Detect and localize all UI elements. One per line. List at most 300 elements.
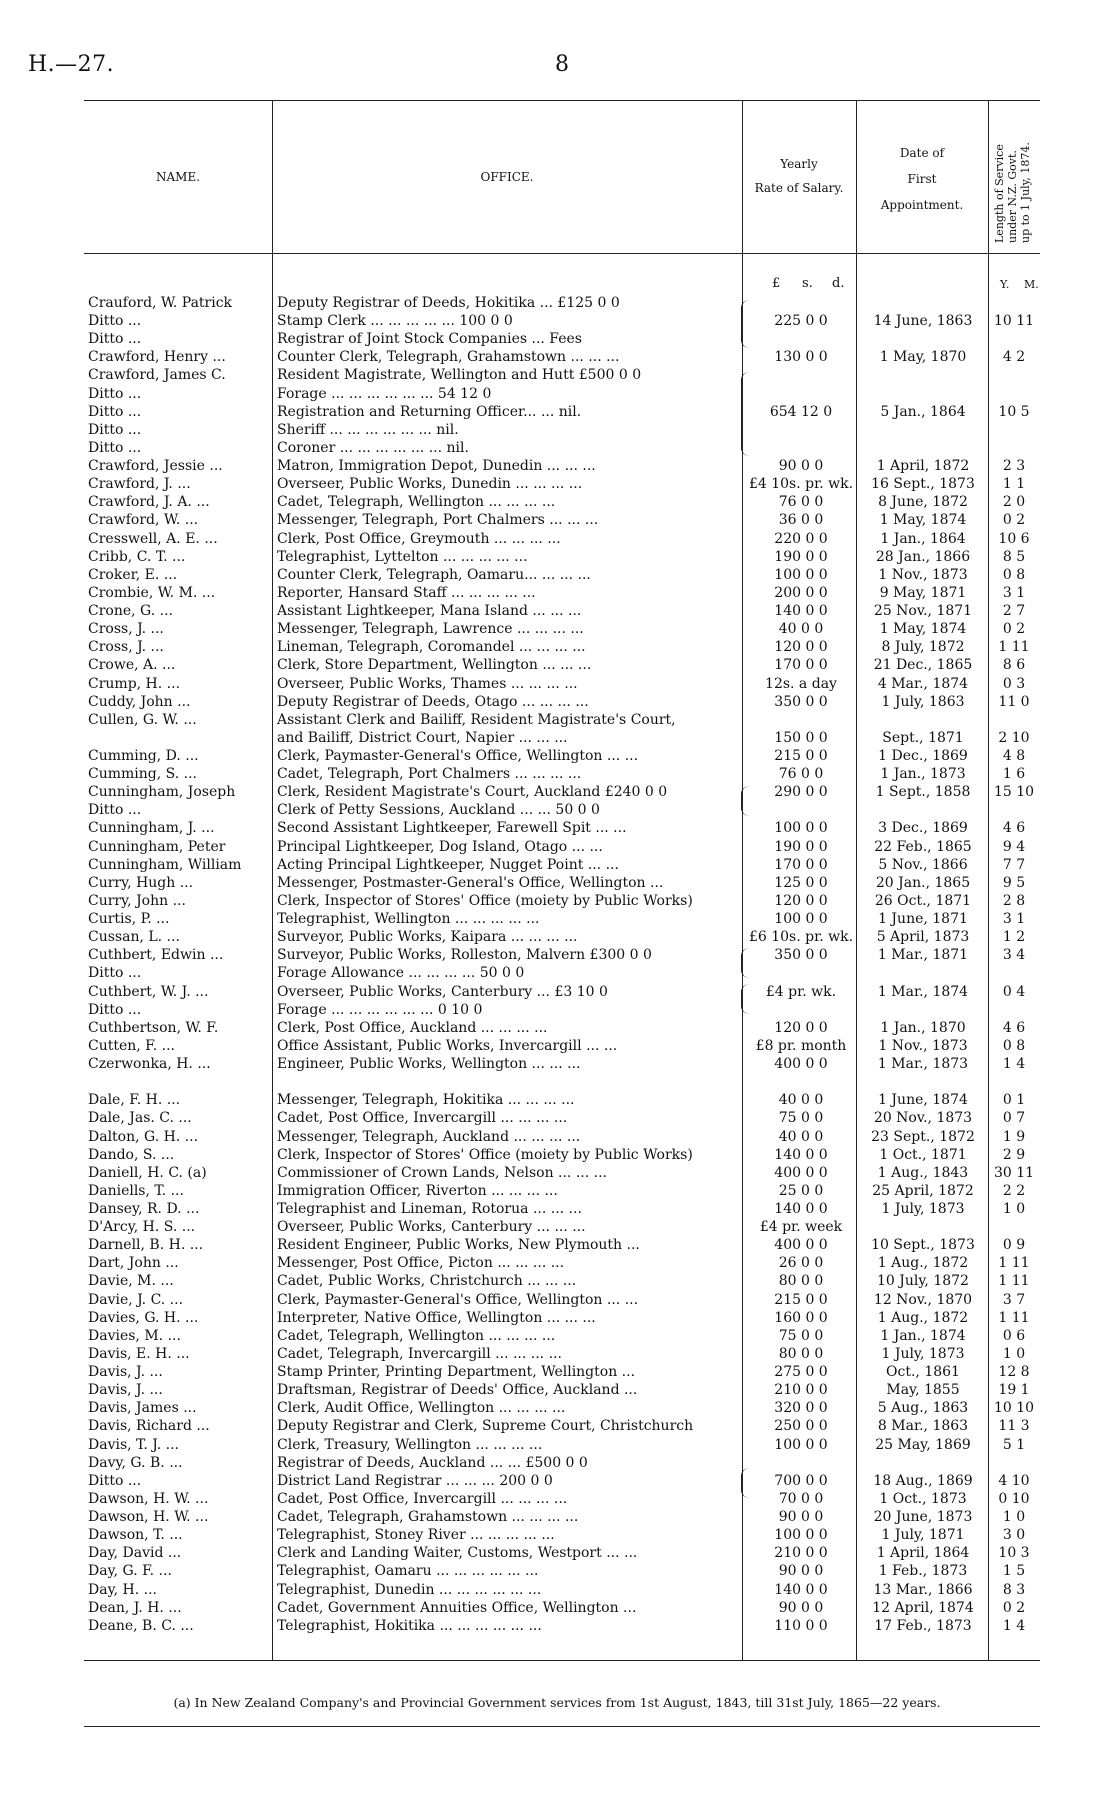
office-cell: Stamp Printer, Printing Department, Wellington ... <box>277 1364 636 1381</box>
salary-cell: 220 0 0 <box>774 530 828 547</box>
office-cell: Cadet, Telegraph, Wellington ... ... ... ... <box>277 494 556 511</box>
table-row <box>0 1562 1114 1580</box>
salary-cell: 170 0 0 <box>774 856 828 873</box>
name-cell: Crone, G. ... <box>88 603 173 620</box>
name-cell: Curtis, P. ... <box>88 911 170 928</box>
office-cell: and Bailiff, District Court, Napier ... ... ... <box>277 729 568 746</box>
salary-cell: £8 pr. month <box>755 1037 847 1054</box>
table-row <box>0 1599 1114 1617</box>
office-cell: Clerk of Petty Sessions, Auckland ... ... 50 0 0 <box>277 802 600 819</box>
date-cell: 25 May, 1869 <box>875 1436 971 1453</box>
date-cell: 1 June, 1874 <box>878 1092 968 1109</box>
office-cell: Counter Clerk, Telegraph, Grahamstown ... ... ... <box>277 349 620 366</box>
date-cell: 1 Mar., 1871 <box>877 947 969 964</box>
name-cell: Ditto ... <box>88 1472 142 1489</box>
date-cell: 1 Nov., 1873 <box>878 1037 968 1054</box>
office-cell: Deputy Registrar and Clerk, Supreme Court, Christchurch <box>277 1418 694 1435</box>
name-cell: Crawford, Henry ... <box>88 349 226 366</box>
length-cell: 11 0 <box>998 693 1030 710</box>
name-cell: Crawford, James C. <box>88 367 226 384</box>
table-row <box>0 638 1114 656</box>
name-cell: Davies, G. H. ... <box>88 1309 199 1326</box>
name-cell: Curry, John ... <box>88 892 186 909</box>
office-cell: Clerk, Store Department, Wellington ... ... ... <box>277 657 592 674</box>
office-cell: Reporter, Hansard Staff ... ... ... ... ... <box>277 584 536 601</box>
table-row <box>0 856 1114 874</box>
office-cell: Overseer, Public Works, Canterbury ... ... ... <box>277 1219 586 1236</box>
office-cell: Deputy Registrar of Deeds, Otago ... ... ... ... <box>277 693 589 710</box>
office-cell: District Land Registrar ... ... ... 200 0 0 <box>277 1472 553 1489</box>
office-cell: Clerk, Post Office, Greymouth ... ... ... ... <box>277 530 561 547</box>
salary-cell: 210 0 0 <box>774 1382 828 1399</box>
office-cell: Interpreter, Native Office, Wellington ... ... ... <box>277 1309 596 1326</box>
salary-cell: 70 0 0 <box>778 1490 824 1507</box>
salary-cell: 290 0 0 <box>774 784 828 801</box>
name-cell: Dalton, G. H. ... <box>88 1128 199 1145</box>
table-row <box>0 783 1114 801</box>
salary-cell: £4 pr. week <box>759 1219 843 1236</box>
column-header-salary <box>742 152 856 200</box>
unit-pence: d. <box>832 276 845 291</box>
table-row <box>0 964 1114 982</box>
length-cell: 8 5 <box>1002 548 1026 565</box>
length-cell: 4 2 <box>1002 349 1026 366</box>
date-cell: 8 July, 1872 <box>881 639 965 656</box>
table-row <box>0 946 1114 964</box>
salary-cell: 25 0 0 <box>778 1182 824 1199</box>
table-row <box>0 1055 1114 1073</box>
length-cell: 15 10 <box>993 784 1035 801</box>
table-row <box>0 1436 1114 1454</box>
unit-months: M. <box>1024 278 1039 291</box>
name-cell: Cribb, C. T. ... <box>88 548 186 565</box>
length-cell: 1 11 <box>998 1255 1030 1272</box>
column-header-office: OFFICE. <box>480 170 534 184</box>
table-row <box>0 602 1114 620</box>
salary-cell: 76 0 0 <box>778 494 824 511</box>
office-cell: Cadet, Telegraph, Port Chalmers ... ... ... ... <box>277 766 582 783</box>
length-cell: 0 2 <box>1002 512 1026 529</box>
length-cell: 1 4 <box>1002 1056 1026 1073</box>
office-cell: Draftsman, Registrar of Deeds' Office, Auckland ... <box>277 1382 638 1399</box>
table-row <box>0 1236 1114 1254</box>
date-cell: 1 July, 1873 <box>881 1345 965 1362</box>
date-cell: 12 Nov., 1870 <box>873 1291 973 1308</box>
length-cell: 30 11 <box>993 1164 1035 1181</box>
salary-cell: 40 0 0 <box>778 621 824 638</box>
length-cell: 1 9 <box>1002 1128 1026 1145</box>
table-row <box>0 747 1114 765</box>
column-header-date <box>856 140 988 218</box>
date-cell: 20 Jan., 1865 <box>875 874 971 891</box>
table-row <box>0 1309 1114 1327</box>
date-cell: 1 Jan., 1874 <box>880 1327 966 1344</box>
table-row <box>0 421 1114 439</box>
date-cell: 1 Oct., 1871 <box>879 1146 967 1163</box>
length-cell: 0 6 <box>1002 1327 1026 1344</box>
name-cell: Dawson, H. W. ... <box>88 1490 209 1507</box>
name-cell: Croker, E. ... <box>88 566 178 583</box>
name-cell: Crawford, J. ... <box>88 476 191 493</box>
salary-cell: 75 0 0 <box>778 1327 824 1344</box>
date-cell: 5 Jan., 1864 <box>880 403 966 420</box>
salary-cell: 215 0 0 <box>774 1291 828 1308</box>
name-cell: Crump, H. ... <box>88 675 181 692</box>
table-row <box>0 874 1114 892</box>
table-row <box>0 1164 1114 1182</box>
date-cell: Oct., 1861 <box>886 1364 960 1381</box>
column-header-length-line: under N.Z. Govt. <box>1006 150 1019 243</box>
name-cell: Davis, Richard ... <box>88 1418 210 1435</box>
length-cell: 19 1 <box>998 1382 1030 1399</box>
date-cell: 10 July, 1872 <box>877 1273 969 1290</box>
table-row <box>0 819 1114 837</box>
name-cell: Cunningham, Joseph <box>88 784 236 801</box>
salary-cell: 120 0 0 <box>774 1019 828 1036</box>
table-row <box>0 910 1114 928</box>
name-cell: Dawson, H. W. ... <box>88 1509 209 1526</box>
table-row <box>0 1200 1114 1218</box>
date-cell: 28 Jan., 1866 <box>875 548 971 565</box>
length-cell: 0 1 <box>1002 1092 1026 1109</box>
office-cell: Clerk, Paymaster-General's Office, Wellington ... ... <box>277 1291 639 1308</box>
table-row <box>0 675 1114 693</box>
date-cell: 21 Dec., 1865 <box>873 657 973 674</box>
table-row <box>0 1399 1114 1417</box>
salary-cell: 125 0 0 <box>774 874 828 891</box>
column-header-length <box>993 123 1037 243</box>
name-cell: Cumming, D. ... <box>88 748 199 764</box>
length-cell: 10 11 <box>993 313 1035 330</box>
name-cell: Day, G. F. ... <box>88 1563 172 1580</box>
length-cell: 4 8 <box>1002 748 1026 764</box>
name-cell: Davis, E. H. ... <box>88 1345 190 1362</box>
salary-cell: 150 0 0 <box>774 729 828 746</box>
length-cell: 3 1 <box>1002 911 1026 928</box>
office-cell: Coroner ... ... ... ... ... ... nil. <box>277 439 469 456</box>
date-cell: 1 Aug., 1872 <box>877 1309 969 1326</box>
salary-cell: 130 0 0 <box>774 349 828 366</box>
date-cell: 1 Jan., 1870 <box>880 1019 966 1036</box>
salary-cell: 12s. a day <box>765 675 837 692</box>
length-cell: 0 8 <box>1002 1037 1026 1054</box>
salary-cell: 100 0 0 <box>774 566 828 583</box>
name-cell: Crowe, A. ... <box>88 657 176 674</box>
salary-cell: 36 0 0 <box>778 512 824 529</box>
table-row <box>0 584 1114 602</box>
name-cell: Cunningham, William <box>88 856 242 873</box>
salary-cell: 100 0 0 <box>774 820 828 837</box>
date-cell: 12 April, 1874 <box>872 1599 974 1616</box>
page-header: H.—27. <box>28 52 115 77</box>
table-row <box>0 1327 1114 1345</box>
length-cell: 0 2 <box>1002 1599 1026 1616</box>
unit-pounds: £ <box>772 276 781 291</box>
name-cell: Dart, John ... <box>88 1255 179 1272</box>
name-cell: Davy, G. B. ... <box>88 1454 183 1471</box>
table-row <box>0 548 1114 566</box>
office-cell: Registration and Returning Officer... ... nil. <box>277 403 582 420</box>
date-cell: 5 Aug., 1863 <box>877 1400 969 1417</box>
table-row <box>0 1544 1114 1562</box>
office-cell: Resident Engineer, Public Works, New Plymouth ... <box>277 1237 640 1254</box>
office-cell: Deputy Registrar of Deeds, Hokitika ... £125 0 0 <box>277 295 620 311</box>
length-cell: 1 0 <box>1002 1201 1026 1217</box>
table-row <box>0 511 1114 529</box>
date-cell: 16 Sept., 1873 <box>871 476 975 493</box>
salary-cell: £4 pr. wk. <box>765 983 837 1000</box>
table-row <box>0 530 1114 548</box>
date-cell: 1 May, 1874 <box>879 621 967 638</box>
salary-cell: 90 0 0 <box>778 458 824 475</box>
name-cell: Ditto ... <box>88 313 142 330</box>
name-cell: Davis, James ... <box>88 1400 197 1417</box>
salary-cell: 76 0 0 <box>778 766 824 783</box>
date-cell: 9 May, 1871 <box>879 584 967 601</box>
office-cell: Resident Magistrate, Wellington and Hutt £500 0 0 <box>277 367 642 384</box>
salary-cell: 320 0 0 <box>774 1400 828 1417</box>
name-cell: Deane, B. C. ... <box>88 1617 194 1634</box>
length-cell: 0 8 <box>1002 566 1026 583</box>
length-cell: 8 3 <box>1002 1581 1026 1598</box>
table-row <box>0 729 1114 747</box>
office-cell: Clerk, Resident Magistrate's Court, Auckland £240 0 0 <box>277 784 668 801</box>
date-cell: 1 April, 1872 <box>876 458 970 475</box>
date-cell: 8 Mar., 1863 <box>877 1418 969 1435</box>
name-cell: Daniell, H. C. (a) <box>88 1164 207 1181</box>
name-cell: Davie, M. ... <box>88 1273 174 1290</box>
date-cell: 5 April, 1873 <box>876 929 970 946</box>
length-cell: 4 6 <box>1002 820 1026 837</box>
length-cell: 0 9 <box>1002 1237 1026 1254</box>
name-cell: Crawford, Jessie ... <box>88 458 223 475</box>
length-cell: 0 4 <box>1002 983 1026 1000</box>
table-row <box>0 1417 1114 1435</box>
salary-cell: 190 0 0 <box>774 838 828 855</box>
date-cell: 1 Mar., 1874 <box>877 983 969 1000</box>
name-cell: Davies, M. ... <box>88 1327 181 1344</box>
name-cell: Cunningham, J. ... <box>88 820 215 837</box>
length-cell: 7 7 <box>1002 856 1026 873</box>
office-cell: Clerk, Paymaster-General's Office, Wellington ... ... <box>277 748 639 764</box>
table-row <box>0 620 1114 638</box>
name-cell: Dando, S. ... <box>88 1146 175 1163</box>
column-header-length-line: up to 1 July, 1874. <box>1019 142 1032 243</box>
office-cell: Surveyor, Public Works, Rolleston, Malvern £300 0 0 <box>277 947 652 964</box>
length-cell: 8 6 <box>1002 657 1026 674</box>
length-cell: 1 11 <box>998 639 1030 656</box>
name-cell: Darnell, B. H. ... <box>88 1237 204 1254</box>
date-cell: 1 Jan., 1864 <box>880 530 966 547</box>
salary-cell: 160 0 0 <box>774 1309 828 1326</box>
length-cell: 1 1 <box>1002 476 1026 493</box>
length-cell: 0 7 <box>1002 1110 1026 1127</box>
date-cell: 1 Nov., 1873 <box>878 566 968 583</box>
name-cell: Cresswell, A. E. ... <box>88 530 218 547</box>
name-cell: Cross, J. ... <box>88 621 164 638</box>
office-cell: Forage ... ... ... ... ... ... 54 12 0 <box>277 385 492 402</box>
name-cell: Crawford, W. ... <box>88 512 199 529</box>
length-cell: 1 4 <box>1002 1617 1026 1634</box>
date-cell: 14 June, 1863 <box>873 313 973 330</box>
salary-cell: 75 0 0 <box>778 1110 824 1127</box>
office-cell: Cadet, Public Works, Christchurch ... ... ... <box>277 1273 577 1290</box>
date-cell: 23 Sept., 1872 <box>871 1128 975 1145</box>
name-cell: Ditto ... <box>88 802 142 819</box>
salary-cell: 120 0 0 <box>774 892 828 909</box>
name-cell: Ditto ... <box>88 421 142 438</box>
length-cell: 2 7 <box>1002 603 1026 620</box>
length-cell: 1 0 <box>1002 1509 1026 1526</box>
date-cell: 10 Sept., 1873 <box>871 1237 975 1254</box>
office-cell: Lineman, Telegraph, Coromandel ... ... ... ... <box>277 639 586 656</box>
table-row <box>0 439 1114 457</box>
salary-cell: 90 0 0 <box>778 1509 824 1526</box>
length-cell: 4 10 <box>998 1472 1030 1489</box>
salary-cell: 100 0 0 <box>774 1527 828 1544</box>
date-cell: 8 June, 1872 <box>878 494 968 511</box>
name-cell: Dawson, T. ... <box>88 1527 183 1544</box>
name-cell: Dale, F. H. ... <box>88 1092 181 1109</box>
table-row <box>0 1254 1114 1272</box>
office-cell: Second Assistant Lightkeeper, Farewell Spit ... ... <box>277 820 627 837</box>
office-cell: Cadet, Post Office, Invercargill ... ... ... ... <box>277 1110 568 1127</box>
office-cell: Telegraphist, Lyttelton ... ... ... ... ... <box>277 548 528 565</box>
table-row <box>0 1073 1114 1091</box>
office-cell: Assistant Lightkeeper, Mana Island ... ... ... <box>277 603 582 620</box>
footnote: (a) In New Zealand Company's and Provincial Government services from 1st August, 1843, till 31st July, 1865—22 years. <box>173 1695 941 1710</box>
office-cell: Messenger, Telegraph, Lawrence ... ... ... ... <box>277 621 584 638</box>
name-cell: Crauford, W. Patrick <box>88 295 233 311</box>
name-cell: Cumming, S. ... <box>88 766 197 783</box>
date-cell: 26 Oct., 1871 <box>874 892 972 909</box>
salary-cell: 40 0 0 <box>778 1128 824 1145</box>
date-cell: 1 Mar., 1873 <box>877 1056 969 1073</box>
column-header-name: NAME. <box>155 170 201 184</box>
salary-cell: 225 0 0 <box>774 313 828 330</box>
table-row <box>0 928 1114 946</box>
table-row <box>0 1472 1114 1490</box>
office-cell: Telegraphist, Wellington ... ... ... ... ... <box>277 911 540 928</box>
table-row <box>0 711 1114 729</box>
table-row <box>0 1001 1114 1019</box>
length-cell: 2 9 <box>1002 1146 1026 1163</box>
date-cell: 1 Oct., 1873 <box>879 1490 967 1507</box>
table-bottom-rule <box>84 1660 1040 1661</box>
office-cell: Clerk, Inspector of Stores' Office (moiety by Public Works) <box>277 892 693 909</box>
salary-cell: £6 10s. pr. wk. <box>748 929 854 946</box>
table-row <box>0 1272 1114 1290</box>
date-cell: 1 May, 1874 <box>879 512 967 529</box>
name-cell: Dale, Jas. C. ... <box>88 1110 192 1127</box>
name-cell: Day, David ... <box>88 1545 182 1562</box>
name-cell: Ditto ... <box>88 403 142 420</box>
table-row <box>0 366 1114 384</box>
table-row <box>0 1508 1114 1526</box>
length-cell: 1 6 <box>1002 766 1026 783</box>
date-cell: Sept., 1871 <box>882 729 964 746</box>
name-cell: Cuthbert, Edwin ... <box>88 947 224 964</box>
table-row <box>0 457 1114 475</box>
office-cell: Office Assistant, Public Works, Invercargill ... ... <box>277 1037 618 1054</box>
office-cell: Stamp Clerk ... ... ... ... ... 100 0 0 <box>277 313 513 330</box>
office-cell: Acting Principal Lightkeeper, Nugget Point ... ... <box>277 856 619 873</box>
length-cell: 2 3 <box>1002 458 1026 475</box>
name-cell: Daniells, T. ... <box>88 1182 184 1199</box>
table-row <box>0 1490 1114 1508</box>
name-cell: Cross, J. ... <box>88 639 164 656</box>
table-row <box>0 892 1114 910</box>
salary-cell: 170 0 0 <box>774 657 828 674</box>
salary-cell: 275 0 0 <box>774 1364 828 1381</box>
office-cell: Messenger, Telegraph, Hokitika ... ... ... ... <box>277 1092 575 1109</box>
salary-cell: 200 0 0 <box>774 584 828 601</box>
length-cell: 10 6 <box>998 530 1030 547</box>
table-row <box>0 493 1114 511</box>
office-cell: Overseer, Public Works, Canterbury ... £3 10 0 <box>277 983 608 1000</box>
salary-cell: 26 0 0 <box>778 1255 824 1272</box>
office-cell: Clerk, Treasury, Wellington ... ... ... ... <box>277 1436 543 1453</box>
table-row <box>0 1454 1114 1472</box>
salary-cell: 140 0 0 <box>774 1201 828 1217</box>
office-cell: Engineer, Public Works, Wellington ... ... ... <box>277 1056 581 1073</box>
office-cell: Telegraphist, Hokitika ... ... ... ... ... ... <box>277 1617 542 1634</box>
table-row <box>0 765 1114 783</box>
length-cell: 10 5 <box>998 403 1030 420</box>
table-row <box>0 1109 1114 1127</box>
office-cell: Forage Allowance ... ... ... ... 50 0 0 <box>277 965 525 982</box>
date-cell: 22 Feb., 1865 <box>874 838 972 855</box>
table-row <box>0 1581 1114 1599</box>
name-cell: Ditto ... <box>88 331 142 348</box>
salary-cell: 120 0 0 <box>774 639 828 656</box>
date-cell: 1 July, 1873 <box>881 1201 965 1217</box>
office-cell: Sheriff ... ... ... ... ... ... nil. <box>277 421 459 438</box>
table-row <box>0 294 1114 312</box>
office-cell: Overseer, Public Works, Thames ... ... ... ... <box>277 675 578 692</box>
salary-cell: 80 0 0 <box>778 1345 824 1362</box>
length-cell: 10 10 <box>993 1400 1035 1417</box>
salary-cell: 215 0 0 <box>774 748 828 764</box>
office-cell: Assistant Clerk and Bailiff, Resident Magistrate's Court, <box>277 711 676 728</box>
date-cell: 1 April, 1864 <box>876 1545 970 1562</box>
office-cell: Telegraphist and Lineman, Rotorua ... ... ... <box>277 1201 582 1217</box>
office-cell: Clerk, Inspector of Stores' Office (moiety by Public Works) <box>277 1146 693 1163</box>
salary-cell: 210 0 0 <box>774 1545 828 1562</box>
date-cell: 1 Aug., 1872 <box>877 1255 969 1272</box>
table-row <box>0 385 1114 403</box>
table-row <box>0 403 1114 421</box>
length-cell: 10 3 <box>998 1545 1030 1562</box>
length-cell: 1 11 <box>998 1273 1030 1290</box>
salary-cell: 400 0 0 <box>774 1056 828 1073</box>
name-cell: Ditto ... <box>88 965 142 982</box>
salary-cell: 350 0 0 <box>774 947 828 964</box>
date-cell: 25 Nov., 1871 <box>873 603 973 620</box>
salary-cell: 140 0 0 <box>774 1146 828 1163</box>
length-cell: 1 2 <box>1002 929 1026 946</box>
table-row <box>0 693 1114 711</box>
name-cell: Curry, Hugh ... <box>88 874 194 891</box>
date-cell: 4 Mar., 1874 <box>877 675 969 692</box>
table-row <box>0 1146 1114 1164</box>
unit-years: Y. <box>1000 278 1010 291</box>
office-cell: Surveyor, Public Works, Kaipara ... ... ... ... <box>277 929 578 946</box>
office-cell: Messenger, Postmaster-General's Office, Wellington ... <box>277 874 664 891</box>
table-row <box>0 1128 1114 1146</box>
unit-shillings: s. <box>802 276 813 291</box>
date-cell: 1 Jan., 1873 <box>880 766 966 783</box>
